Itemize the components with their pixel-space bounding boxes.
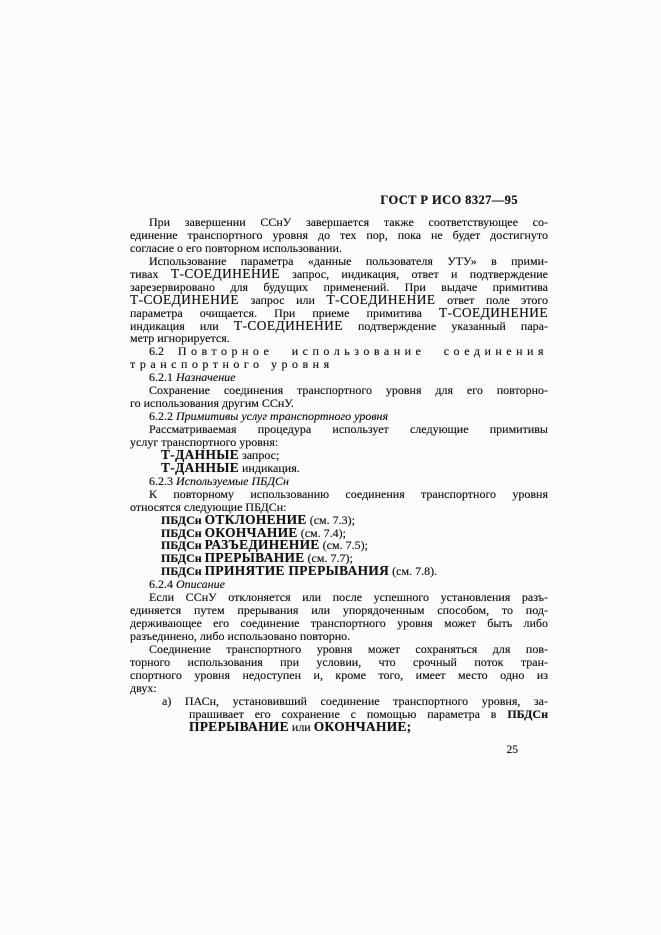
text-run: Рассматриваемая процедура использует следующие примитивы xyxy=(149,422,548,436)
text-run: относятся следующие ПБДСн: xyxy=(130,499,287,514)
running-header: ГОСТ Р ИСО 8327—95 xyxy=(380,193,518,207)
text-run: торного использования при условии, что срочный поток тран- xyxy=(130,654,548,669)
text-run: ПРЕРЫВАНИЕ xyxy=(189,718,289,734)
text-run: 6.2.3 xyxy=(149,473,176,488)
text-block xyxy=(130,194,548,757)
document-body xyxy=(130,216,548,734)
text-run: 6.2.4 xyxy=(149,577,176,592)
text-run: (см. 7.4); xyxy=(297,525,346,540)
text-run: 6.2.2 xyxy=(149,409,176,424)
text-line xyxy=(130,669,548,682)
text-run: Сохранение соединения транспортного уровня для его повторно- xyxy=(149,383,548,398)
subsection-title: Описание xyxy=(176,577,225,592)
text-run: ПБДСн xyxy=(161,551,205,566)
text-run: единение транспортного уровня до тех пор, пока не будет достигнуто xyxy=(130,227,548,242)
text-run: ПБДСн xyxy=(161,512,205,527)
text-run: Использование параметра «данные пользователя УТУ» в прими- xyxy=(149,253,548,268)
text-run: ПБДСн xyxy=(161,564,205,579)
text-run: (см. 7.8). xyxy=(389,564,438,579)
text-run: тивах xyxy=(130,266,171,281)
text-run: Т-СОЕДИНЕНИЕ xyxy=(326,291,436,307)
text-run: зарезервировано для будущих применений. При выдаче примитива xyxy=(130,279,548,294)
text-run: Повторное использование соединения xyxy=(177,344,548,359)
text-run: параметра очищается. При приеме примитива xyxy=(130,305,439,320)
text-run: (см. 7.5); xyxy=(319,538,368,553)
text-run: 6.2 xyxy=(149,344,178,359)
text-run: запрос; xyxy=(239,447,280,462)
text-run: транспортного уровня xyxy=(130,357,334,372)
text-run: ПБДСн xyxy=(161,525,205,540)
text-run: ответ поле этого xyxy=(435,292,548,307)
text-run: 6.2.1 xyxy=(149,370,176,385)
text-run: ОКОНЧАНИЕ; xyxy=(313,718,412,734)
text-run: Т-СОЕДИНЕНИЕ xyxy=(439,304,548,320)
text-run: Т-ДАННЫЕ xyxy=(161,446,239,462)
text-run: РАЗЪЕДИНЕНИЕ xyxy=(204,537,320,553)
subsection-title: Примитивы услуг транспортного уровня xyxy=(176,409,389,424)
text-run: Если ССнУ отклоняется или после успешного установления разъ- xyxy=(149,590,548,605)
text-run: (см. 7.3); xyxy=(306,512,355,527)
subsection-title: Назначение xyxy=(176,370,236,385)
text-run: единяется путем прерывания или упорядоченным способом, то под- xyxy=(130,603,548,618)
text-run: разъединено, либо использовано повторно. xyxy=(130,629,351,643)
text-run: индикация. xyxy=(239,460,300,475)
text-run: индикация или xyxy=(130,318,234,333)
text-run: Т-ДАННЫЕ xyxy=(161,459,239,475)
text-run: Соединение транспортного уровня может сохраняться для пов- xyxy=(149,641,548,656)
text-run: ПБДСн xyxy=(507,706,548,721)
text-run: подтверждение указанный пара- xyxy=(342,318,548,333)
text-run: ПРИНЯТИЕ ПРЕРЫВАНИЯ xyxy=(204,563,390,579)
page-number: 25 xyxy=(506,743,518,756)
text-run: согласие о его повторном использовании. xyxy=(130,240,342,255)
text-run: ПРЕРЫВАНИЕ xyxy=(204,550,305,566)
text-run: Т-СОЕДИНЕНИЕ xyxy=(130,291,239,307)
text-run: го использования другим ССнУ. xyxy=(130,396,294,411)
text-run: Т-СОЕДИНЕНИЕ xyxy=(170,265,280,281)
text-run: К повторному использованию соединения транспортного уровня xyxy=(149,486,548,501)
text-run: (см. 7.7); xyxy=(304,551,353,566)
text-line xyxy=(130,718,548,734)
text-run: или xyxy=(288,719,314,734)
text-run: ОТКЛОНЕНИЕ xyxy=(204,511,307,527)
subsection-title: Используемые ПБДСн xyxy=(176,473,289,488)
text-run: метр игнорируется. xyxy=(130,331,230,346)
text-run: ПБДСн xyxy=(161,538,205,553)
text-run: запрос, индикация, ответ и подтверждение xyxy=(279,266,549,281)
text-run: спортного уровня недоступен и, кроме того, имеет место одно из xyxy=(130,667,548,682)
text-run: держивающее его соединение транспортного уровня может быть либо xyxy=(130,616,548,631)
text-run: а) ПАСн, установивший соединение транспортного уровня, за- xyxy=(162,693,548,708)
text-run: запрос или xyxy=(239,292,327,307)
text-run: ОКОНЧАНИЕ xyxy=(204,524,298,540)
text-run: При завершении ССнУ завершается также соответствующее со- xyxy=(149,215,548,229)
text-run: двух: xyxy=(130,680,157,695)
text-run: прашивает его сохранение с помощью параметра в xyxy=(189,706,508,721)
text-run: Т-СОЕДИНЕНИЕ xyxy=(233,317,343,333)
text-run: услуг транспортного уровня: xyxy=(130,434,279,449)
